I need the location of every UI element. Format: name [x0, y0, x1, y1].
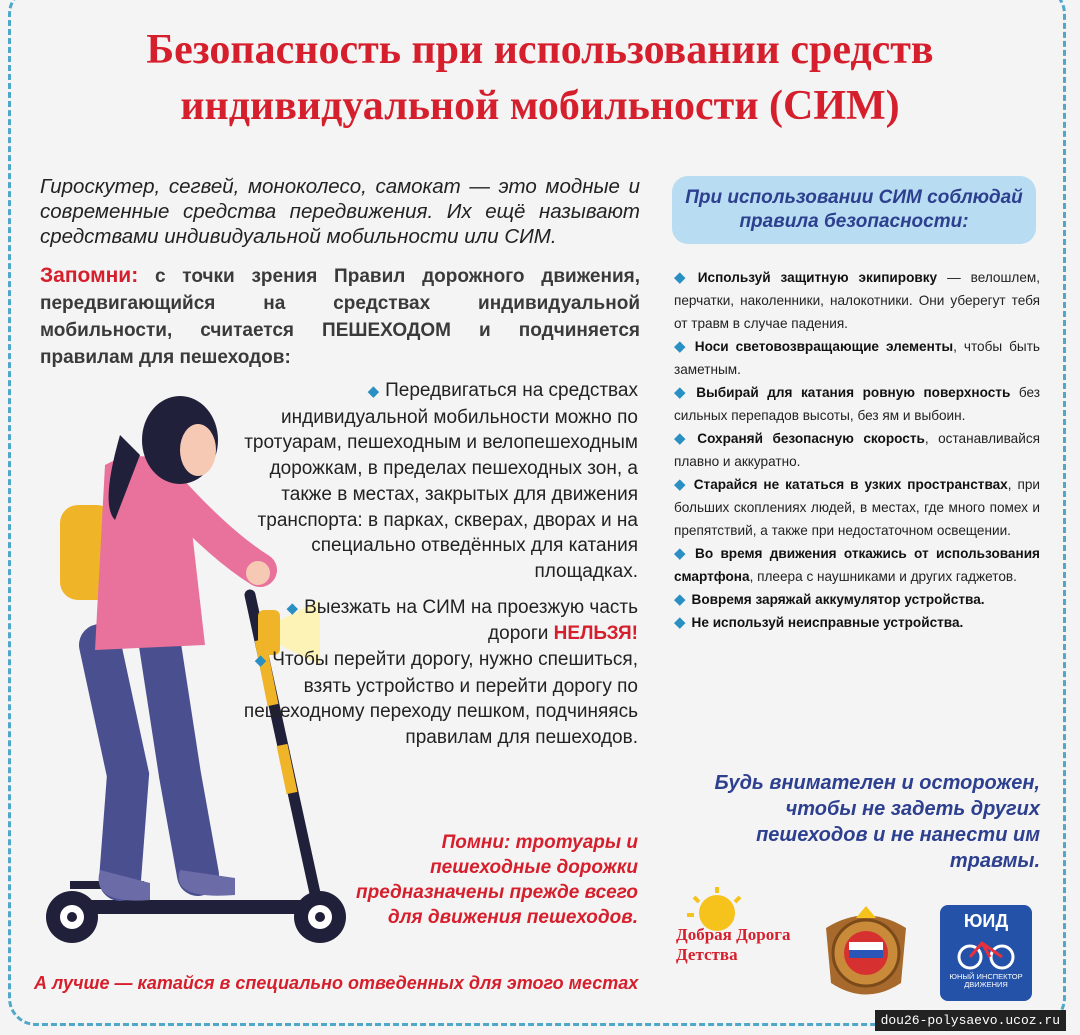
list-item: [674, 381, 1040, 427]
rule-text: — велошлем, перчатки, наколенники, налокотники. Они уберегут тебя от травм в случае падения.: [674, 270, 1040, 331]
rule-text: без сильных перепадов высоты, без ям и выбоин.: [674, 385, 1040, 423]
list-item: [674, 588, 1040, 611]
dobraya-doroga-logo: [672, 885, 802, 1005]
diamond-bullet-icon: ◆: [674, 269, 692, 286]
diamond-bullet-icon: ◆: [367, 383, 380, 400]
yuid-title: ЮИД: [963, 911, 1009, 931]
pedestrian-rules: [236, 378, 638, 751]
remember-text: с точки зрения Правил дорожного движения, передвигающийся на средствах индивидуальной мобильности, считается ПЕШЕХОДОМ и подчиняется правилам для пешеходов:: [40, 266, 641, 368]
safety-rules-list: [674, 266, 1040, 634]
intro-text: Гироскутер, сегвей, моноколесо, самокат — это модные и современные средства передвижения. Их ещё называют средствами индивидуальной мобильности или СИМ.: [40, 175, 640, 248]
rule-bold: Используй защитную экипировку: [697, 270, 938, 285]
diamond-bullet-icon: ◆: [286, 599, 299, 617]
dobraya-doroga-text: Добрая Дорога Детства: [676, 925, 791, 964]
list-item: [674, 542, 1040, 588]
diamond-bullet-icon: ◆: [674, 614, 686, 631]
diamond-bullet-icon: ◆: [674, 384, 691, 401]
diamond-bullet-icon: ◆: [254, 652, 267, 670]
list-item: [674, 611, 1040, 634]
sidewalk-reminder: Помни: тротуары и пешеходные дорожки предназначены прежде всего для движения пешеходов.: [356, 832, 638, 928]
be-careful-note: Будь внимателен и осторожен, чтобы не задеть других пешеходов и не нанести им травмы.: [714, 772, 1040, 872]
rule-no-roadway-text: Выезжать на СИМ на проезжую часть дороги: [304, 596, 638, 645]
rule-sidewalks: [236, 378, 638, 585]
title-line-2: индивидуальной мобильности (СИМ): [180, 83, 900, 129]
rule-text: , при больших скоплениях людей, в местах, где много помех и препятствий, а также при недостаточном освещении.: [674, 477, 1040, 538]
rule-text: , чтобы быть заметным.: [674, 339, 1040, 377]
rule-text: , плеера с наушниками и других гаджетов.: [749, 569, 1017, 584]
remember-block: [40, 262, 640, 371]
rules-header-text: При использовании СИМ соблюдай правила безопасности:: [685, 187, 1023, 232]
rule-bold: Выбирай для катания ровную поверхность: [696, 385, 1011, 400]
diamond-bullet-icon: ◆: [674, 430, 692, 447]
diamond-bullet-icon: ◆: [674, 545, 690, 562]
remember-keyword: Запомни:: [40, 264, 139, 287]
page-title: [20, 22, 1060, 134]
rule-crossing-text: Чтобы перейти дорогу, нужно спешиться, взять устройство и перейти дорогу по пешеходному переходу пешком, подчиняясь правилам для пешеходов.: [243, 649, 638, 749]
rule-crossing: [236, 647, 638, 751]
diamond-bullet-icon: ◆: [674, 591, 686, 608]
diamond-bullet-icon: ◆: [674, 338, 689, 355]
rule-bold: Носи световозвращающие элементы: [694, 339, 954, 354]
rules-header: [672, 176, 1036, 244]
list-item: [674, 427, 1040, 473]
rule-no-roadway: [236, 595, 638, 647]
watermark: dou26-polysaevo.ucoz.ru: [875, 1010, 1066, 1031]
rule-bold: Сохраняй безопасную скорость: [697, 431, 925, 446]
bicycle-icon: [956, 935, 1016, 971]
gibdd-emblem-icon: [816, 898, 916, 1008]
rule-bold: Вовремя заряжай аккумулятор устройства.: [691, 592, 985, 607]
rule-no-roadway-warning: НЕЛЬЗЯ!: [553, 623, 638, 645]
list-item: [674, 473, 1040, 542]
rule-text: , останавливайся плавно и аккуратно.: [674, 431, 1040, 469]
yuid-subtitle: ЮНЫЙ ИНСПЕКТОР ДВИЖЕНИЯ: [949, 972, 1023, 989]
rule-sidewalks-text: Передвигаться на средствах индивидуальной мобильности можно по тротуарам, пешеходным и велопешеходным дорожкам, в пределах пешеходных зон, а также в местах, закрытых для движения транспорта: в парках, скверах, дворах и на специально отведённых для катания площадках.: [244, 380, 638, 582]
rule-bold: Во время движения откажись от использования смартфона: [674, 546, 1040, 584]
yuid-logo: [940, 905, 1032, 1001]
ride-in-designated-places: А лучше — катайся в специально отведенных для этого местах: [34, 973, 639, 993]
list-item: [674, 335, 1040, 381]
list-item: [674, 266, 1040, 335]
rule-bold: Не используй неисправные устройства.: [691, 615, 964, 630]
rule-bold: Старайся не кататься в узких пространствах: [693, 477, 1008, 492]
title-line-1: Безопасность при использовании средств: [146, 27, 934, 73]
diamond-bullet-icon: ◆: [674, 476, 688, 493]
